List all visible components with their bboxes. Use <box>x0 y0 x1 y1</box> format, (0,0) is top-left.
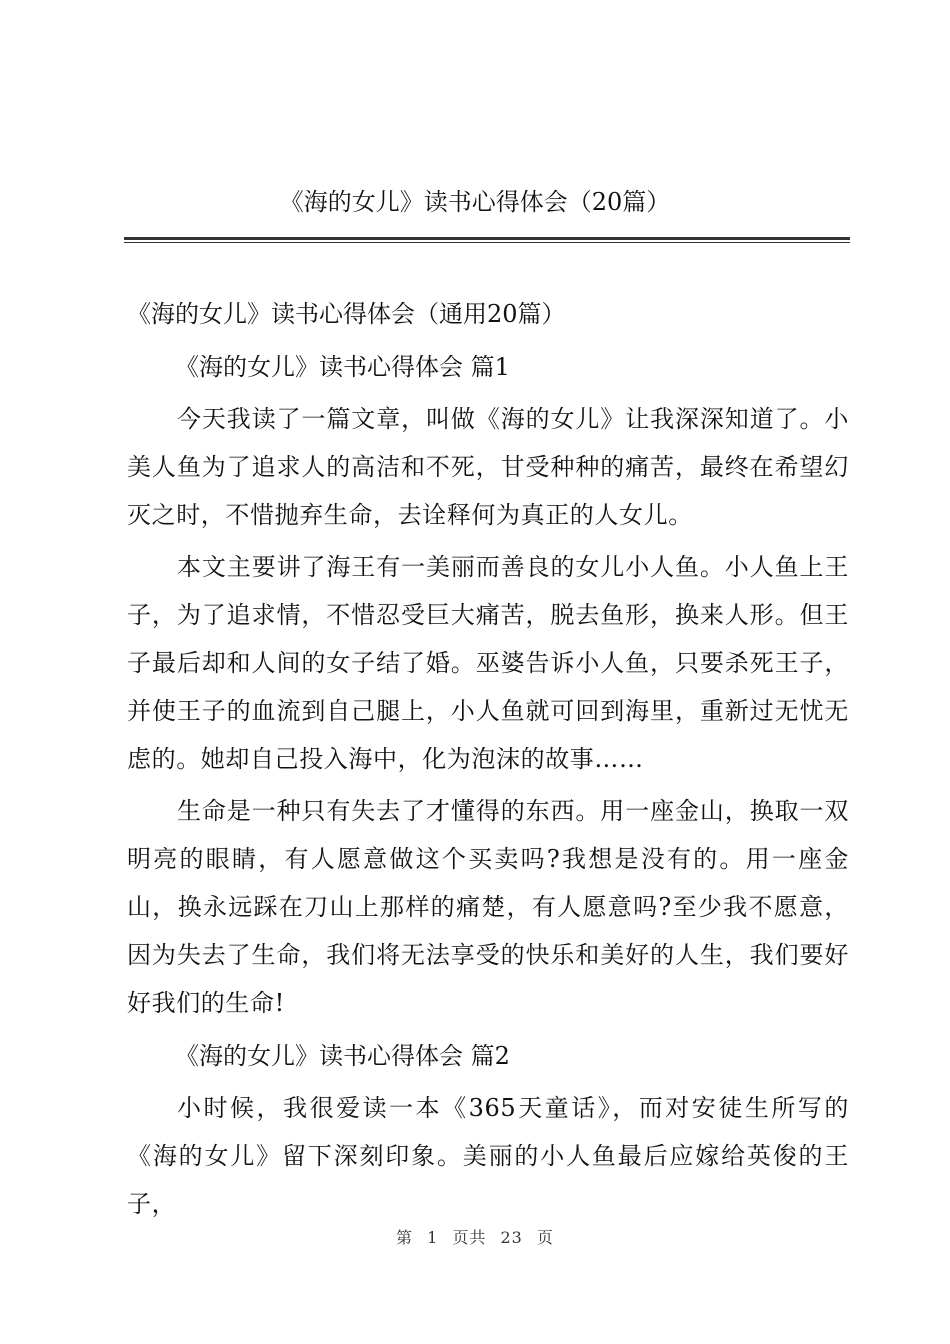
paragraph: 本文主要讲了海王有一美丽而善良的女儿小人鱼。小人鱼上王子，为了追求情，不惜忍受巨大痛苦，脱去鱼形，换来人形。但王子最后却和人间的女子结了婚。巫婆告诉小人鱼，只要杀死王子，并使王子的血流到自己腿上，小人鱼就可回到海里，重新过无忧无虑的。她却自己投入海中，化为泡沫的故事…… <box>127 553 849 773</box>
paragraph: 小时候，我很爱读一本《365天童话》，而对安徒生所写的《海的女儿》留下深刻印象。美丽的小人鱼最后应嫁给英俊的王子， <box>127 1094 849 1218</box>
section-heading: 《海的女儿》读书心得体会 篇1 <box>175 353 510 381</box>
document-body <box>127 290 849 1228</box>
header-divider <box>124 237 850 240</box>
paragraph: 生命是一种只有失去了才懂得的东西。用一座金山，换取一双明亮的眼睛，有人愿意做这个买卖吗?我想是没有的。用一座金山，换永远踩在刀山上那样的痛楚，有人愿意吗?至少我不愿意，因为失去了生命，我们将无法享受的快乐和美好的人生，我们要好好我们的生命! <box>127 797 849 1017</box>
section-heading: 《海的女儿》读书心得体会 篇2 <box>175 1042 510 1070</box>
document-title: 《海的女儿》读书心得体会（通用20篇） <box>127 300 566 328</box>
page-number-footer: 第 1 页共 23 页 <box>396 1228 554 1247</box>
paragraph: 今天我读了一篇文章，叫做《海的女儿》让我深深知道了。小美人鱼为了追求人的高洁和不死，甘受种种的痛苦，最终在希望幻灭之时，不惜抛弃生命，去诠释何为真正的人女儿。 <box>127 405 849 529</box>
header-divider-thin <box>124 242 850 243</box>
page-header-title: 《海的女儿》读书心得体会（20篇） <box>279 188 671 216</box>
